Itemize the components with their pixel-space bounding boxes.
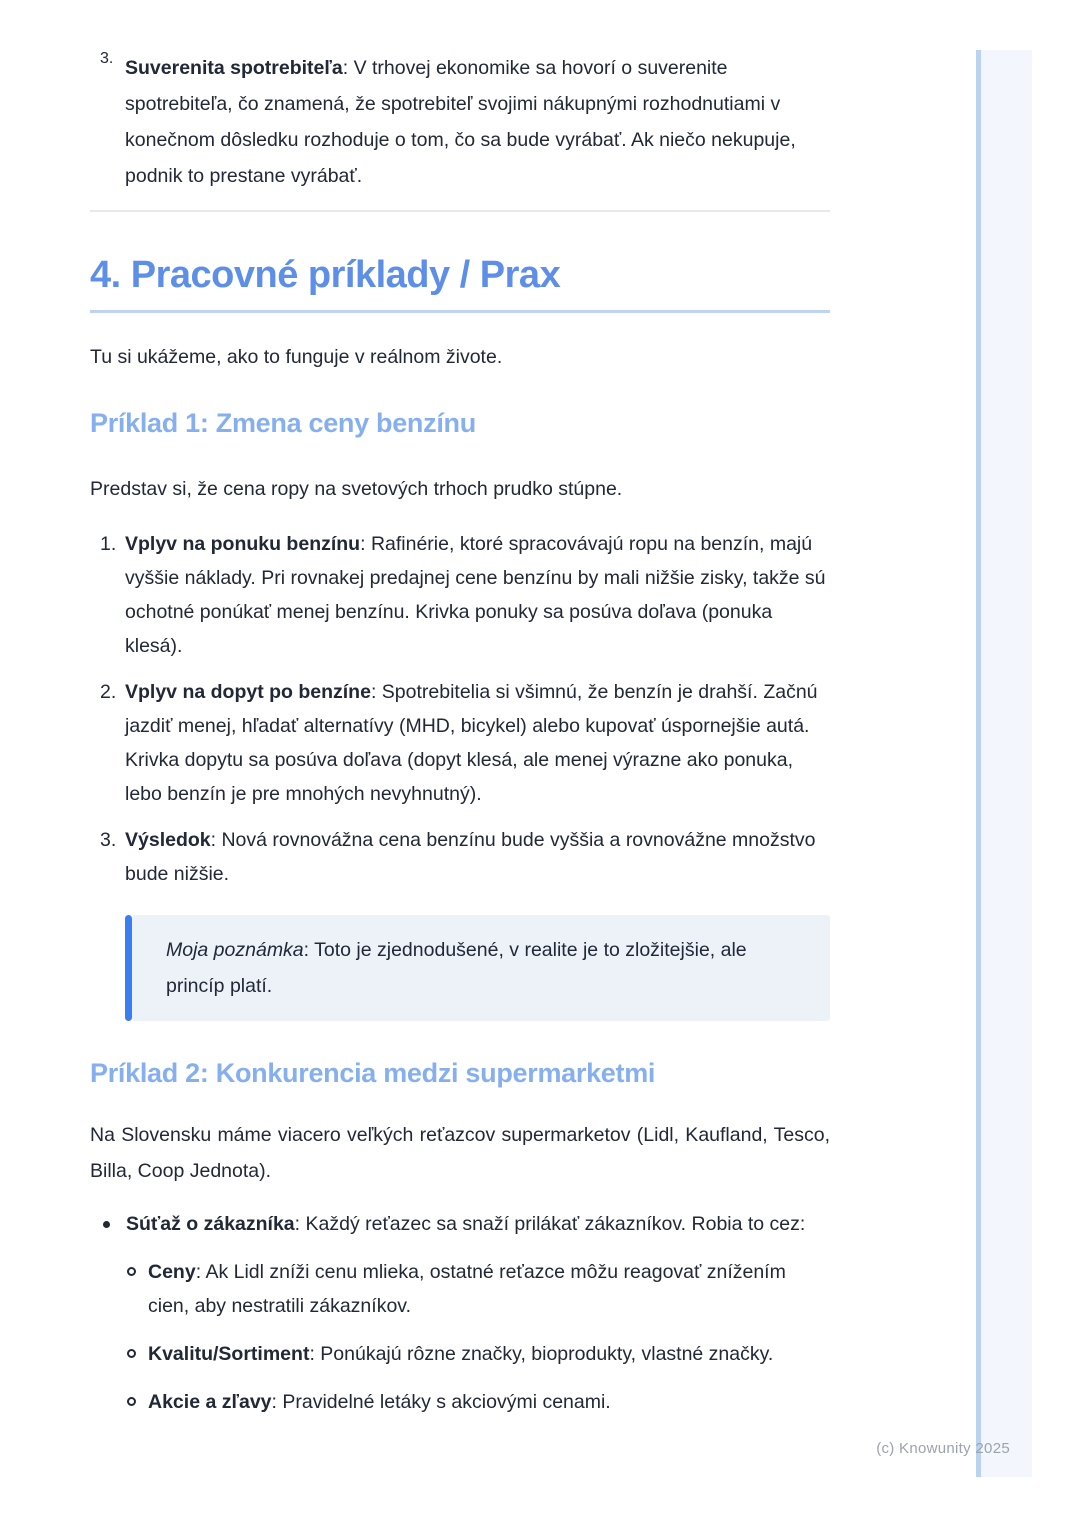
example2-intro: Na Slovensku máme viacero veľkých reťazcov supermarketov (Lidl, Kaufland, Tesco, Billa, Coop Jednota).: [90, 1124, 830, 1182]
list-item-text: : Spotrebitelia si všimnú, že benzín je drahší. Začnú jazdiť menej, hľadať alternatívy (MHD, bicykel) alebo kupovať úspornejšie autá. Krivka dopytu sa posúva doľava (dopyt klesá, ale menej výrazne ako ponuka, lebo benzín je pre mnohých nevyhnutný).: [125, 681, 818, 805]
list-number: 3.: [100, 50, 114, 67]
bullet-circle-icon: [127, 1397, 136, 1406]
section-intro: Tu si ukážeme, ako to funguje v reálnom živote.: [90, 346, 503, 368]
section-heading: 4. Pracovné príklady / Prax: [90, 252, 830, 313]
example1-intro: Predstav si, že cena ropy na svetových trhoch prudko stúpne.: [90, 478, 623, 500]
page-side-stripe: [976, 50, 1032, 1477]
numbered-item: [90, 823, 830, 891]
list-item-lead: Ceny: [148, 1261, 196, 1283]
note-lead: Moja poznámka: [166, 939, 304, 961]
sub-bullet-item: [127, 1255, 830, 1323]
list-item-lead: Vplyv na dopyt po benzíne: [125, 681, 371, 703]
sub-bullet-item: [127, 1337, 830, 1371]
list-item-text: : Nová rovnovážna cena benzínu bude vyššia a rovnovážne množstvo bude nižšie.: [125, 829, 816, 885]
list-item-text: : Každý reťazec sa snaží prilákať zákazníkov. Robia to cez:: [294, 1213, 806, 1235]
note-callout: [125, 915, 830, 1021]
note-content: [132, 915, 830, 1021]
bullet-circle-icon: [127, 1349, 136, 1358]
bullet-circle-icon: [127, 1267, 136, 1276]
list-item-text: : Rafinérie, ktoré spracovávajú ropu na benzín, majú vyššie náklady. Pri rovnakej predajnej cene benzínu by mali nižšie zisky, takže sú ochotné ponúkať menej benzínu. Krivka ponuky sa posúva doľava (ponuka klesá).: [125, 533, 826, 657]
list-number: 2.: [100, 681, 117, 703]
list-item-lead: Vplyv na ponuku benzínu: [125, 533, 361, 555]
list-item-text: : Ponúkajú rôzne značky, bioprodukty, vlastné značky.: [309, 1343, 774, 1365]
list-item-text: : V trhovej ekonomike sa hovorí o suverenite spotrebiteľa, čo znamená, že spotrebiteľ svojimi nákupnými rozhodnutiami v konečnom dôsledku rozhoduje o tom, čo sa bude vyrábať. Ak niečo nekupuje, podnik to prestane vyrábať.: [125, 57, 796, 187]
list-item-lead: Kvalitu/Sortiment: [148, 1343, 310, 1365]
numbered-item: [90, 50, 830, 194]
list-item-lead: Akcie a zľavy: [148, 1391, 272, 1413]
list-item-text: : Pravidelné letáky s akciovými cenami.: [271, 1391, 611, 1413]
watermark: (c) Knowunity 2025: [876, 1440, 1010, 1457]
subsection-heading-example1: Príklad 1: Zmena ceny benzínu: [90, 408, 476, 438]
note-text: : Toto je zjednodušené, v realite je to zložitejšie, ale princíp platí.: [166, 939, 747, 997]
example1-numbered-list: [90, 527, 830, 891]
numbered-item: [90, 675, 830, 811]
bullet-item: [90, 1207, 830, 1241]
list-number: 1.: [100, 533, 117, 555]
subsection-heading-example2: Príklad 2: Konkurencia medzi supermarketmi: [90, 1058, 656, 1088]
sub-bullet-item: [127, 1385, 830, 1419]
numbered-item: [90, 527, 830, 663]
list-item-lead: Výsledok: [125, 829, 211, 851]
document-content: [90, 0, 830, 1419]
list-item-text: : Ak Lidl zníži cenu mlieka, ostatné reťazce môžu reagovať znížením cien, aby nestratili zákazníkov.: [148, 1261, 786, 1317]
section-divider: [90, 210, 830, 212]
example2-bullet-list: [90, 1207, 830, 1419]
list-item-lead: Súťaž o zákazníka: [126, 1213, 295, 1235]
bullet-disc-icon: [103, 1221, 110, 1228]
note-accent-bar: [125, 915, 132, 1021]
example2-sub-list: [90, 1255, 830, 1419]
list-item-lead: Suverenita spotrebiteľa: [125, 57, 343, 79]
list-number: 3.: [100, 829, 117, 851]
